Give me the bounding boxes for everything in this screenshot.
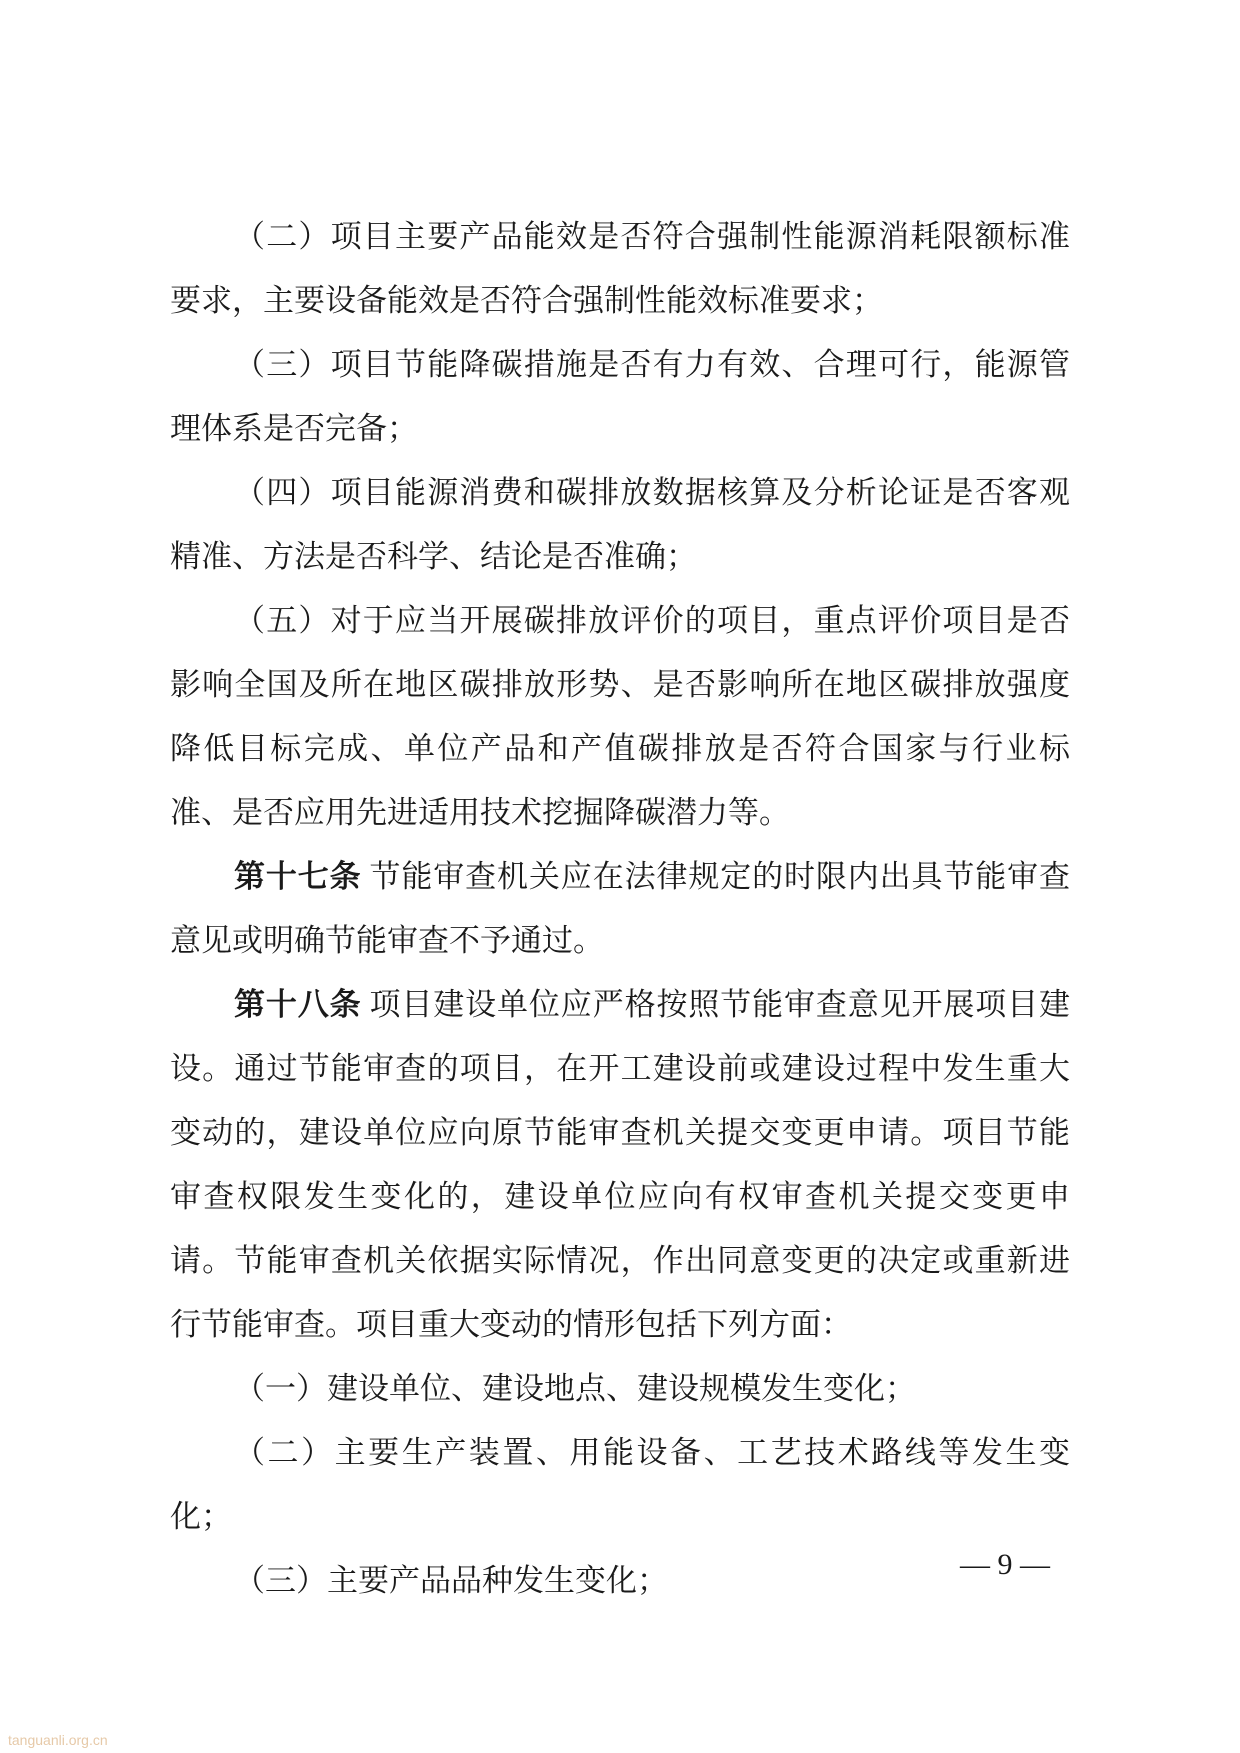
text-line: 化； bbox=[170, 1499, 232, 1535]
text-line: （四）项目能源消费和碳排放数据核算及分析论证是否客观 bbox=[234, 475, 1070, 511]
text-line: 意见或明确节能审查不予通过。 bbox=[170, 923, 604, 959]
document-body bbox=[170, 205, 1070, 1613]
text-line: 要求，主要设备能效是否符合强制性能效标准要求； bbox=[170, 283, 883, 319]
page-number: — 9 — bbox=[960, 1548, 1050, 1581]
article-17-first-line bbox=[170, 845, 1070, 909]
article-17-heading: 第十七条 bbox=[234, 859, 362, 895]
list-item: （一）建设单位、建设地点、建设规模发生变化； bbox=[234, 1371, 916, 1407]
text-line: 理体系是否完备； bbox=[170, 411, 418, 447]
article-18-first-line bbox=[170, 973, 1070, 1037]
list-item: （三）主要产品品种发生变化； bbox=[234, 1563, 668, 1599]
text-line: 准、是否应用先进适用技术挖掘降碳潜力等。 bbox=[170, 795, 790, 831]
text-line: （二）项目主要产品能效是否符合强制性能源消耗限额标准 bbox=[234, 219, 1070, 255]
text-line: 降低目标完成、单位产品和产值碳排放是否符合国家与行业标 bbox=[170, 731, 1070, 767]
article-18-heading: 第十八条 bbox=[234, 987, 362, 1023]
text-line: 审查权限发生变化的，建设单位应向有权审查机关提交变更申 bbox=[170, 1179, 1070, 1215]
text-line: （三）项目节能降碳措施是否有力有效、合理可行，能源管 bbox=[234, 347, 1070, 383]
text-line: 影响全国及所在地区碳排放形势、是否影响所在地区碳排放强度 bbox=[170, 667, 1070, 703]
text-line: （五）对于应当开展碳排放评价的项目，重点评价项目是否 bbox=[234, 603, 1070, 639]
text-line: 设。通过节能审查的项目，在开工建设前或建设过程中发生重大 bbox=[170, 1051, 1070, 1087]
list-item: （二）主要生产装置、用能设备、工艺技术路线等发生变 bbox=[234, 1435, 1070, 1471]
text-line: 行节能审查。项目重大变动的情形包括下列方面： bbox=[170, 1307, 852, 1343]
text-line: 请。节能审查机关依据实际情况，作出同意变更的决定或重新进 bbox=[170, 1243, 1070, 1279]
article-18-text: 项目建设单位应严格按照节能审查意见开展项目建 bbox=[369, 987, 1071, 1023]
watermark-text: tanguanli.org.cn bbox=[8, 1732, 108, 1748]
text-line: 变动的，建设单位应向原节能审查机关提交变更申请。项目节能 bbox=[170, 1115, 1070, 1151]
article-17-text: 节能审查机关应在法律规定的时限内出具节能审查 bbox=[369, 859, 1071, 895]
text-line: 精准、方法是否科学、结论是否准确； bbox=[170, 539, 697, 575]
